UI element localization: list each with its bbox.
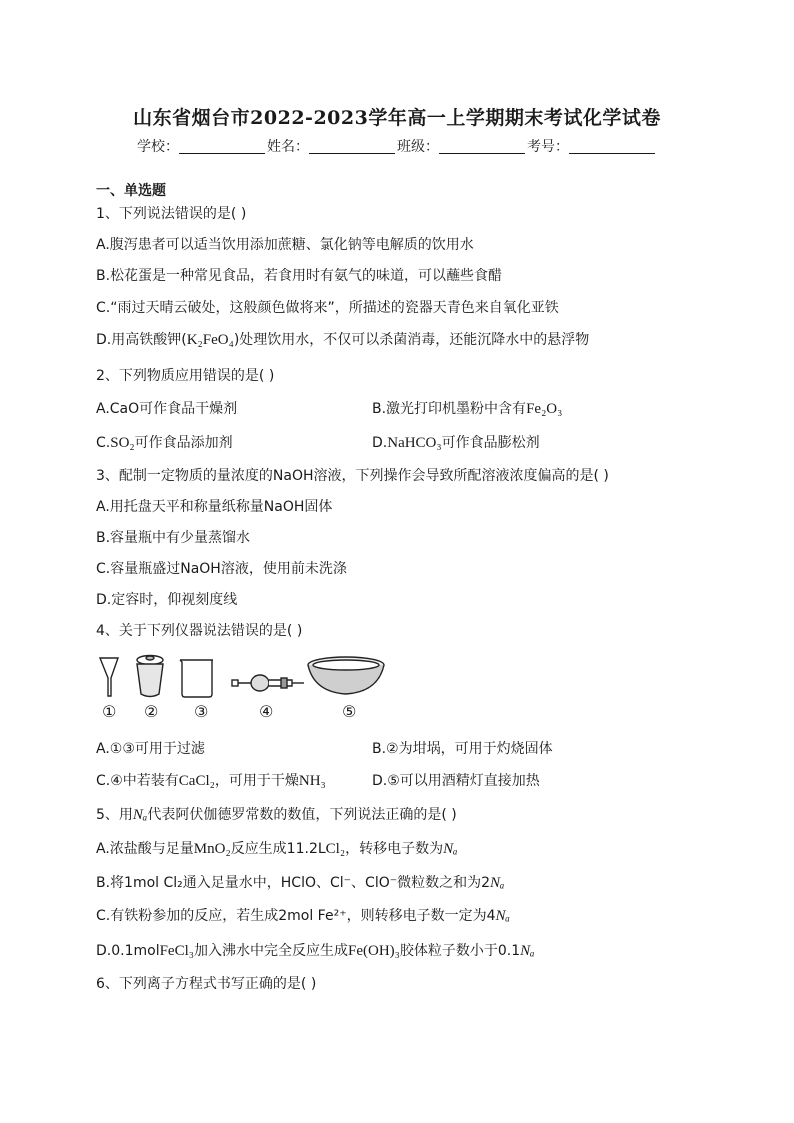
- q2-option-a: A.CaO可作食品干燥剂: [96, 401, 238, 417]
- q5-option-d: [96, 942, 535, 960]
- q5-b-symbol: Nₐ: [490, 875, 505, 891]
- q5-stem-pre: 5、用: [96, 807, 133, 823]
- q1-d-text-post: )处理饮用水，不仅可以杀菌消毒，还能沉降水中的悬浮物: [233, 332, 590, 348]
- class-field[interactable]: [439, 139, 525, 154]
- q2-c-post: 可作食品添加剂: [134, 435, 233, 451]
- q1-option-a: A.腹泻患者可以适当饮用添加蔗糖、氯化钠等电解质的饮用水: [96, 237, 474, 253]
- q5-option-a: [96, 840, 457, 858]
- q5-c-text: C.有铁粉参加的反应，若生成2mol Fe²⁺，则转移电子数一定为4: [96, 908, 496, 924]
- q2-option-c: [96, 435, 233, 451]
- q2-b-text: B.激光打印机墨粉中含有: [372, 401, 527, 417]
- q3-option-d: D.定容时，仰视刻度线: [96, 592, 238, 608]
- q6-stem: 6、下列离子方程式书写正确的是( ): [96, 976, 317, 992]
- page-title: 山东省烟台市2022-2023学年高一上学期期末考试化学试卷: [133, 107, 661, 129]
- q5-option-c: [96, 907, 510, 925]
- beaker-icon: [180, 660, 213, 697]
- q3-option-a: A.用托盘天平和称量纸称量NaOH固体: [96, 499, 333, 515]
- name-label: 姓名：: [267, 139, 309, 155]
- q4-c-pre: C.④中若装有: [96, 773, 179, 789]
- lab-apparatus-figure: [96, 652, 396, 728]
- q5-d-pre: D.0.1mol: [96, 943, 160, 959]
- q5-d-formula2: Fe(OH)₃: [348, 943, 400, 959]
- q3-option-c: C.容量瓶盛过NaOH溶液，使用前未洗涤: [96, 561, 347, 577]
- q4-option-c: [96, 773, 326, 789]
- q4-option-d: D.⑤可以用酒精灯直接加热: [372, 773, 540, 789]
- q3-option-b: B.容量瓶中有少量蒸馏水: [96, 530, 251, 546]
- q2-option-b: [372, 400, 562, 418]
- q5-stem: [96, 806, 457, 824]
- q1-option-b: B.松花蛋是一种常见食品，若食用时有氨气的味道，可以蘸些食醋: [96, 268, 503, 284]
- q2-b-formula: Fe₂O₃: [526, 401, 563, 417]
- q2-d-formula: NaHCO₃: [387, 435, 442, 451]
- crucible-icon: [137, 656, 163, 697]
- name-field[interactable]: [309, 139, 395, 154]
- q2-d-post: 可作食品膨松剂: [441, 435, 540, 451]
- q5-b-text: B.将1mol Cl₂通入足量水中，HClO、Cl⁻、ClO⁻微粒数之和为2: [96, 875, 491, 891]
- q5-stem-post: 代表阿伏伽德罗常数的数值，下列说法正确的是( ): [147, 807, 457, 823]
- drying-tube-icon: [232, 675, 304, 691]
- number-field[interactable]: [569, 139, 655, 154]
- q1-d-text-pre: D.用高铁酸钾(: [96, 332, 187, 348]
- q5-option-b: [96, 874, 504, 892]
- q5-a-pre: A.浓盐酸与足量: [96, 841, 194, 857]
- q5-d-mid2: 胶体粒子数小于0.1: [399, 943, 521, 959]
- q4-stem: 4、关于下列仪器说法错误的是( ): [96, 623, 303, 639]
- apparatus-label-2: ②: [144, 702, 159, 721]
- q1-d-formula: K₂FeO₄: [186, 332, 234, 348]
- class-label: 班级：: [397, 139, 439, 155]
- q4-options-row1: [96, 740, 716, 758]
- q1-stem: 1、下列说法错误的是( ): [96, 206, 247, 222]
- q1-option-c: C.“雨过天晴云破处，这般颜色做将来”，所描述的瓷器天青色来自氧化亚铁: [96, 300, 559, 316]
- q4-c-formula2: NH₃: [298, 773, 326, 789]
- q2-c-pre: C.: [96, 435, 111, 451]
- q5-a-mid2: ，转移电子数为: [345, 841, 444, 857]
- q2-c-formula: SO₂: [110, 435, 135, 451]
- q2-option-d: [372, 434, 540, 452]
- q5-a-formula2: Cl₂: [325, 841, 346, 857]
- q5-a-symbol: Nₐ: [443, 841, 458, 857]
- q2-d-pre: D.: [372, 435, 388, 451]
- student-info-row: [0, 136, 794, 156]
- apparatus-drawing: [96, 652, 396, 702]
- apparatus-label-4: ④: [259, 702, 274, 721]
- evaporating-dish-icon: [308, 657, 384, 694]
- q5-stem-symbol: Nₐ: [132, 807, 148, 823]
- q5-d-formula1: FeCl₃: [159, 943, 194, 959]
- q4-c-formula1: CaCl₂: [178, 773, 215, 789]
- q3-stem: 3、配制一定物质的量浓度的NaOH溶液，下列操作会导致所配溶液浓度偏高的是( ): [96, 468, 609, 484]
- apparatus-label-3: ③: [194, 702, 209, 721]
- q2-options-row2: [96, 434, 716, 452]
- funnel-icon: [100, 658, 118, 696]
- q5-d-symbol: Nₐ: [520, 943, 535, 959]
- q5-d-mid: 加入沸水中完全反应生成: [194, 943, 348, 959]
- q5-c-symbol: Nₐ: [495, 908, 510, 924]
- number-label: 考号：: [527, 139, 569, 155]
- q2-stem: 2、下列物质应用错误的是( ): [96, 368, 275, 384]
- q2-options-row1: [96, 400, 716, 418]
- apparatus-label-1: ①: [102, 702, 117, 721]
- q5-a-formula1: MnO₂: [193, 841, 231, 857]
- apparatus-label-5: ⑤: [342, 702, 357, 721]
- q4-options-row2: [96, 772, 716, 790]
- section-heading: 一、单选题: [96, 183, 166, 199]
- q4-option-a: A.①③可用于过滤: [96, 741, 205, 757]
- q4-option-b: B.②为坩埚，可用于灼烧固体: [372, 741, 553, 757]
- q5-a-mid: 反应生成11.2L: [230, 841, 326, 857]
- q1-option-d: [96, 331, 589, 349]
- school-label: 学校：: [137, 139, 179, 155]
- q4-c-mid: ，可用于干燥: [214, 773, 299, 789]
- school-field[interactable]: [179, 139, 265, 154]
